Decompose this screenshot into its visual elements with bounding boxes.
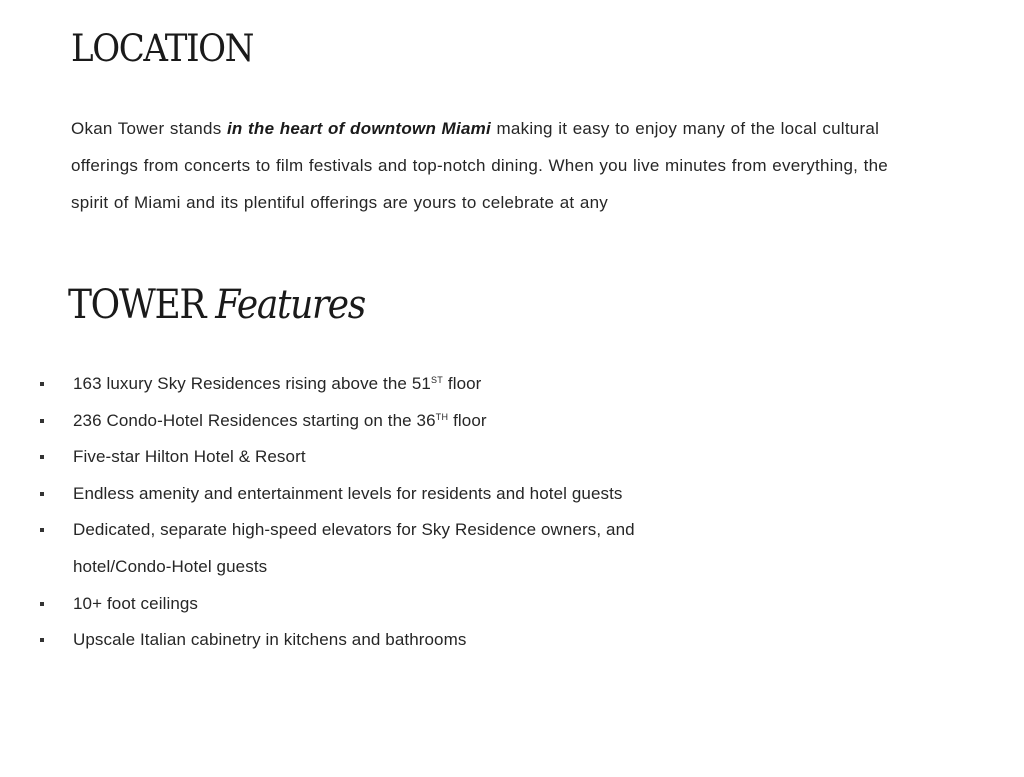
feature-ordinal-suffix: ST xyxy=(430,375,444,385)
feature-text-after: floor xyxy=(443,374,482,393)
feature-item xyxy=(0,439,760,476)
bullet-icon xyxy=(40,528,44,532)
location-text-emphasis: in the heart of downtown Miami xyxy=(226,119,491,138)
bullet-icon xyxy=(40,602,44,606)
feature-item xyxy=(0,403,760,440)
tower-heading-main: TOWER xyxy=(68,282,206,328)
bullet-icon xyxy=(40,419,44,423)
feature-text: Dedicated, separate high-speed elevators for Sky Residence owners, and hotel/Condo-Hotel guests xyxy=(73,520,635,576)
feature-text: Endless amenity and entertainment levels for residents and hotel guests xyxy=(73,483,623,503)
feature-text: 163 luxury Sky Residences rising above the 51 xyxy=(73,374,431,393)
bullet-icon xyxy=(40,455,44,459)
location-text-end: making it easy to enjoy many of the local cultural offerings from concerts to film festivals and top-notch dining. When you live minutes from everything, the spirit of Miami and its plentiful offerings are yours to celebrate at any xyxy=(71,119,888,212)
location-text-start: Okan Tower stands xyxy=(71,119,227,138)
feature-text: 236 Condo-Hotel Residences starting on the 36 xyxy=(73,410,436,430)
feature-item xyxy=(0,586,760,623)
feature-item xyxy=(0,366,760,403)
feature-text-after: floor xyxy=(448,410,487,430)
features-list xyxy=(0,366,760,659)
tower-heading-italic: Features xyxy=(215,282,365,328)
tower-features-heading xyxy=(68,282,365,328)
location-description xyxy=(71,110,906,221)
bullet-icon xyxy=(40,492,44,496)
feature-item xyxy=(0,512,713,585)
feature-text: Five-star Hilton Hotel & Resort xyxy=(73,447,306,467)
feature-text: 10+ foot ceilings xyxy=(73,593,199,613)
feature-item xyxy=(0,476,760,513)
bullet-icon xyxy=(40,638,44,642)
bullet-icon xyxy=(40,382,44,386)
feature-item xyxy=(0,622,760,659)
feature-text: Upscale Italian cabinetry in kitchens and bathrooms xyxy=(73,630,467,650)
location-heading: LOCATION xyxy=(71,27,254,70)
feature-ordinal-suffix: TH xyxy=(435,411,449,422)
